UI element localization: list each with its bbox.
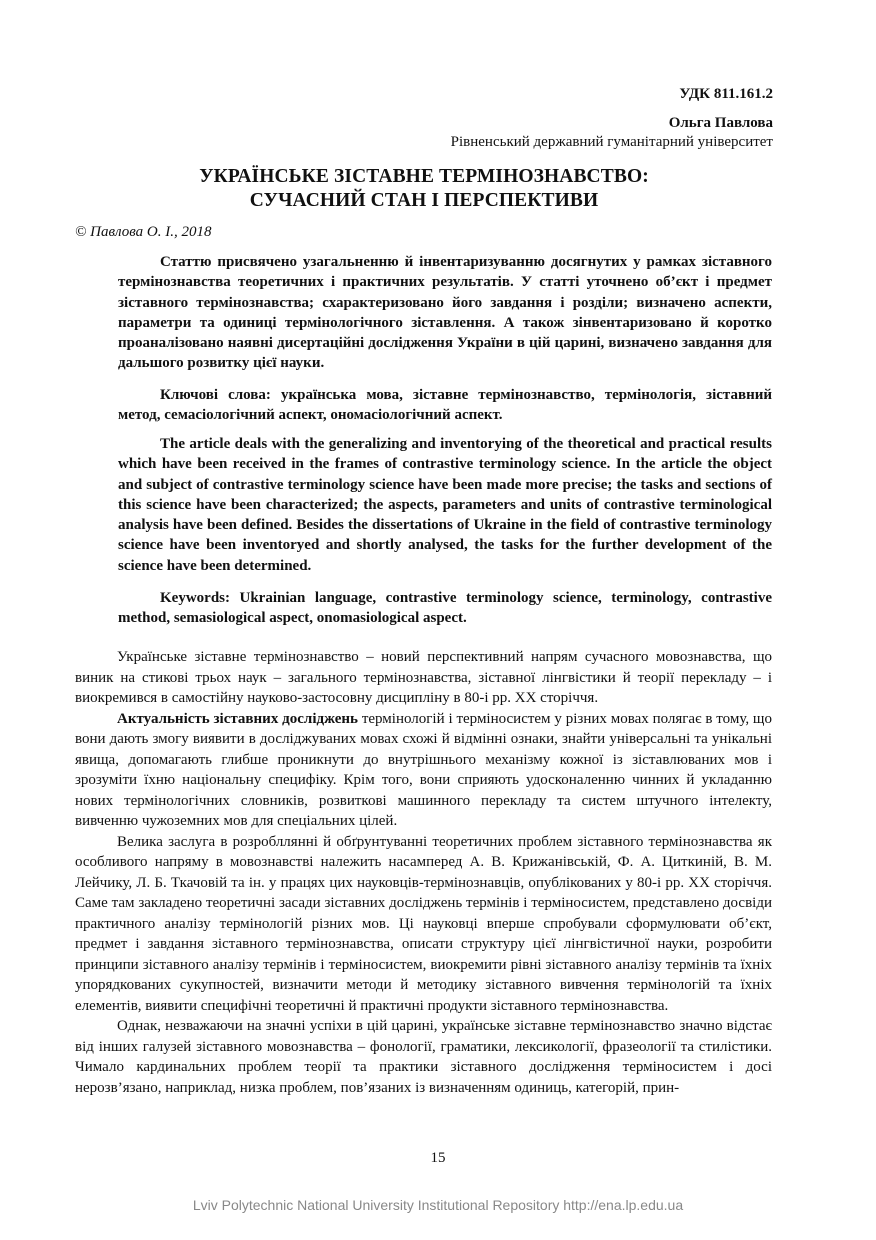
repository-footer: Lviv Polytechnic National University Institutional Repository http://ena.lp.edu.ua [192,1197,684,1213]
body-paragraph-1: Українське зіставне термінознавство – новий перспективний напрям сучасного мовознавства, що виник на стикові трьох наук – загального термінознавства, зіставної лінгвістики й теорії перекладу – і виокремився в самостійну науково-застосовну дисципліну в 80-і рр. XX сторіччя. [75,649,772,706]
keywords-english [118,588,772,629]
udc-code: УДК 811.161.2 [679,86,773,102]
abstract-english [118,434,772,576]
body-paragraph-2 [75,709,772,832]
abstract-english-text: The article deals with the generalizing and inventorying of the theoretical and practical results which have been received in the frames of contrastive terminology science. In the article the object and subject of contrastive terminology science have been made more precise; the tasks and sections of this science have been characterized; the aspects, parameters and units of contrastive terminological analysis have been defined. Besides the dissertations of Ukraine in the field of contrastive terminology science have been inventoryed and shortly analysed, the tasks for the further development of the science have been determined. [118,436,772,574]
page-number: 15 [430,1150,446,1166]
body-paragraph-4: Однак, незважаючи на значні успіхи в цій царині, українське зіставне термінознавство значно відстає від інших галузей зіставного мовознавства – фонології, граматики, лексикології, фразеології та стилістики. Чимало кардинальних проблем теорії та практики зіставного дослідження терміносистем і досі нерозв’язано, наприклад, низка проблем, пов’язаних із визначенням одиниць, категорій, прин- [75,1018,772,1096]
keywords-ukrainian [118,385,772,426]
body-paragraph-3: Велика заслуга в розробллянні й обґрунтуванні теоретичних проблем зіставного термінознавства як особливого напряму в мовознавстві належить насамперед А. В. Крижанівській, Ф. А. Циткиній, В. М. Лейчику, Л. Б. Ткачовій та ін. у працях цих науковців-термінознавців, опублікованих у 80-і рр. XX сторіччя. Саме там закладено теоретичні засади зіставних досліджень термінів і терміносистем, представлено досвіди практичного аналізу термінологій різних мов. Ці науковці вперше спробували сформулювати об’єкт, предмет і завдання зіставного термінознавства, описати структуру цієї лінгвістичної науки, розробити принципи зіставного аналізу термінів і терміносистем, виокремити рівні зіставного аналізу термінів та їхніх упорядкованих сукупностей, визначити методи й методику зіставного вивчення термінологій та їхніх елементів, виявити специфічні теоретичні й практичні продукти зіставного термінознавства. [75,833,772,1014]
author-name: Ольга Павлова [668,115,773,131]
keywords-ukrainian-text: Ключові слова: українська мова, зіставне термінознавство, термінологія, зіставний метод, семасіологічний аспект, ономасіологічний аспект. [118,387,772,424]
abstract-ukrainian-text: Статтю присвячено узагальненню й інвентаризуванню досягнутих у рамках зіставного термінознавства теоретичних і практичних результатів. У статті уточнено об’єкт і предмет зіставного термінознавства; схарактеризовано його завдання і розділи; визначено аспекти, параметри та одиниці термінологічного зіставлення. А також зінвентаризовано й коротко проаналізовано наявні дисертаційні дослідження України в цій царині, визначено завдання для дальшого розвитку цієї науки. [118,254,772,372]
body-paragraph-2-text: термінологій і терміносистем у різних мовах полягає в тому, що вони дають змогу виявити в досліджуваних мовах схожі й відмінні ознаки, знайти універсальні та унікальні явища, допомагають глибше проникнути до внутрішнього механізму кожної із зіставлюваних мов і зрозуміти їхню національну специфіку. Крім того, вони сприяють удосконаленню чинних й укладанню нових термінологічних словників, розвиткові машинного перекладу та систем штучного інтелекту, вивченню чужоземних мов для спеціальних цілей. [75,710,772,829]
title-line-2: СУЧАСНИЙ СТАН І ПЕРСПЕКТИВИ [249,190,599,211]
article-title [75,165,773,213]
author-affiliation: Рівненський державний гуманітарний університет [450,134,773,150]
relevance-heading: Актуальність зіставних досліджень [117,710,358,727]
title-line-1: УКРАЇНСЬКЕ ЗІСТАВНЕ ТЕРМІНОЗНАВСТВО: [199,166,649,187]
article-body [75,647,772,1098]
keywords-english-text: Keywords: Ukrainian language, contrastive terminology science, terminology, contrastive method, semasiological aspect, onomasiological aspect. [118,590,772,627]
copyright-note: © Павлова О. І., 2018 [75,224,212,240]
abstract-ukrainian [118,252,772,374]
